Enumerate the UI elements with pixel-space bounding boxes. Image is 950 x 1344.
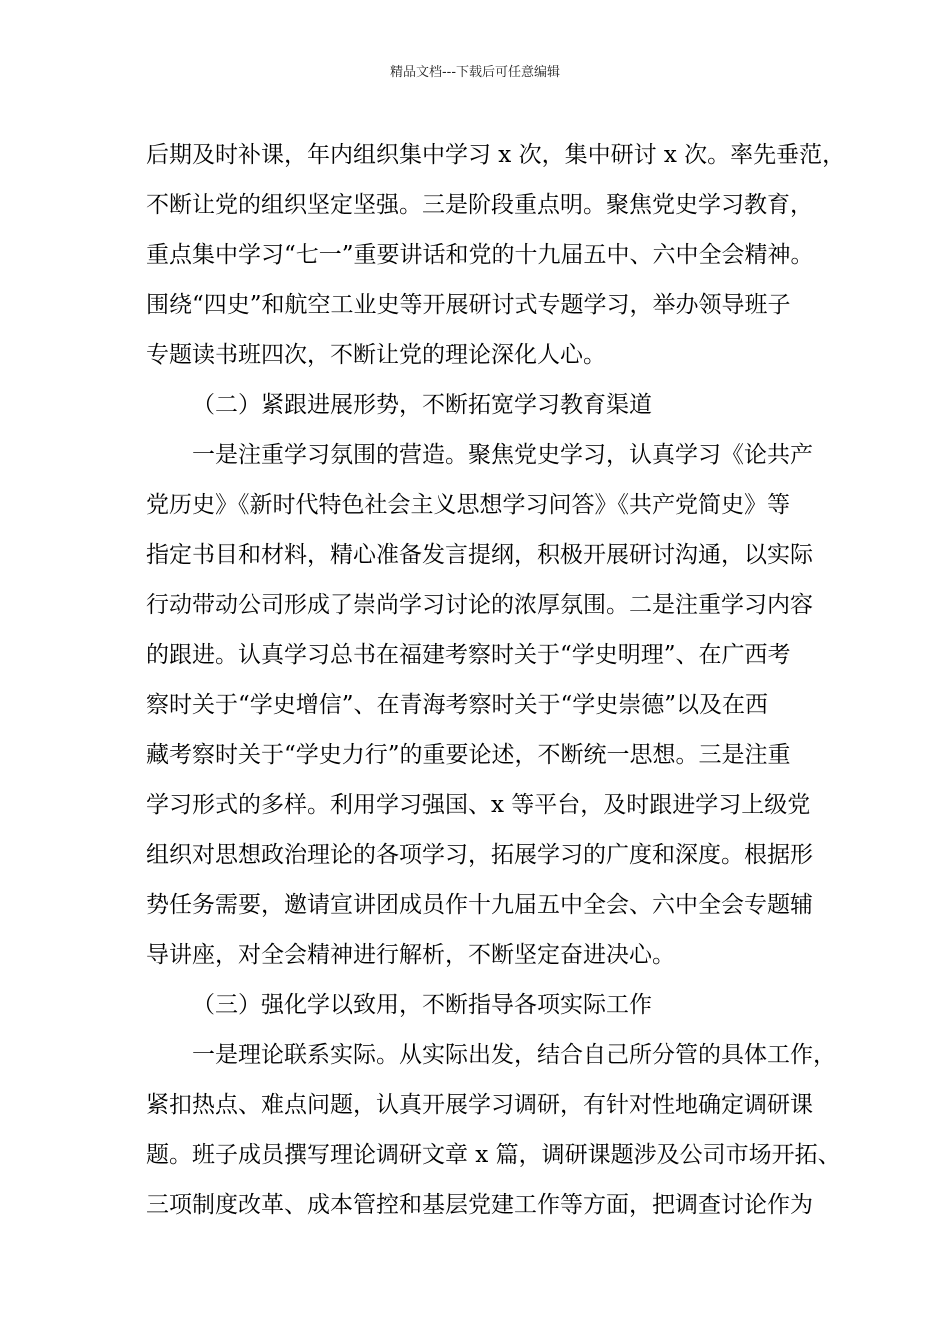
body-line: 题。班子成员撰写理论调研文章 x 篇，调研课题涉及公司市场开拓、 <box>146 1142 841 1168</box>
paragraph-start: 一是注重学习氛围的营造。聚焦党史学习，认真学习《论共产 <box>192 442 813 468</box>
body-line: 行动带动公司形成了崇尚学习讨论的浓厚氛围。二是注重学习内容 <box>146 592 813 618</box>
page-header: 精品文档---下载后可任意编辑 <box>389 65 561 80</box>
body-line: 指定书目和材料，精心准备发言提纲，积极开展研讨沟通，以实际 <box>146 542 813 568</box>
body-line: 重点集中学习“七一”重要讲话和党的十九届五中、六中全会精神。 <box>146 242 814 268</box>
paragraph-start: 一是理论联系实际。从实际出发，结合自己所分管的具体工作， <box>192 1042 836 1068</box>
body-line: 三项制度改革、成本管控和基层党建工作等方面，把调查讨论作为 <box>146 1192 813 1218</box>
section-heading-2: （二）紧跟进展形势，不断拓宽学习教育渠道 <box>192 392 652 418</box>
body-line: 学习形式的多样。利用学习强国、x 等平台，及时跟进学习上级党 <box>146 792 811 818</box>
body-line: 的跟进。认真学习总书在福建考察时关于“学史明理”、在广西考 <box>146 642 791 668</box>
body-line: 紧扣热点、难点问题，认真开展学习调研，有针对性地确定调研课 <box>146 1092 813 1118</box>
document-body <box>146 130 846 1230</box>
body-line: 藏考察时关于“学史力行”的重要论述，不断统一思想。三是注重 <box>146 742 791 768</box>
body-line: 党历史》《新时代特色社会主义思想学习问答》《共产党简史》等 <box>146 492 790 518</box>
body-line: 导讲座，对全会精神进行解析，不断坚定奋进决心。 <box>146 942 675 968</box>
body-line: 组织对思想政治理论的各项学习，拓展学习的广度和深度。根据形 <box>146 842 813 868</box>
body-line: 察时关于“学史增信”、在青海考察时关于“学史崇德”以及在西 <box>146 692 769 718</box>
body-line: 围绕“四史”和航空工业史等开展研讨式专题学习，举办领导班子 <box>146 292 791 318</box>
body-line: 后期及时补课，年内组织集中学习 x 次，集中研讨 x 次。率先垂范， <box>146 142 846 168</box>
body-line: 专题读书班四次，不断让党的理论深化人心。 <box>146 342 606 368</box>
body-line: 势任务需要，邀请宣讲团成员作十九届五中全会、六中全会专题辅 <box>146 892 813 918</box>
section-heading-3: （三）强化学以致用，不断指导各项实际工作 <box>192 992 652 1018</box>
body-line: 不断让党的组织坚定坚强。三是阶段重点明。聚焦党史学习教育， <box>146 192 813 218</box>
